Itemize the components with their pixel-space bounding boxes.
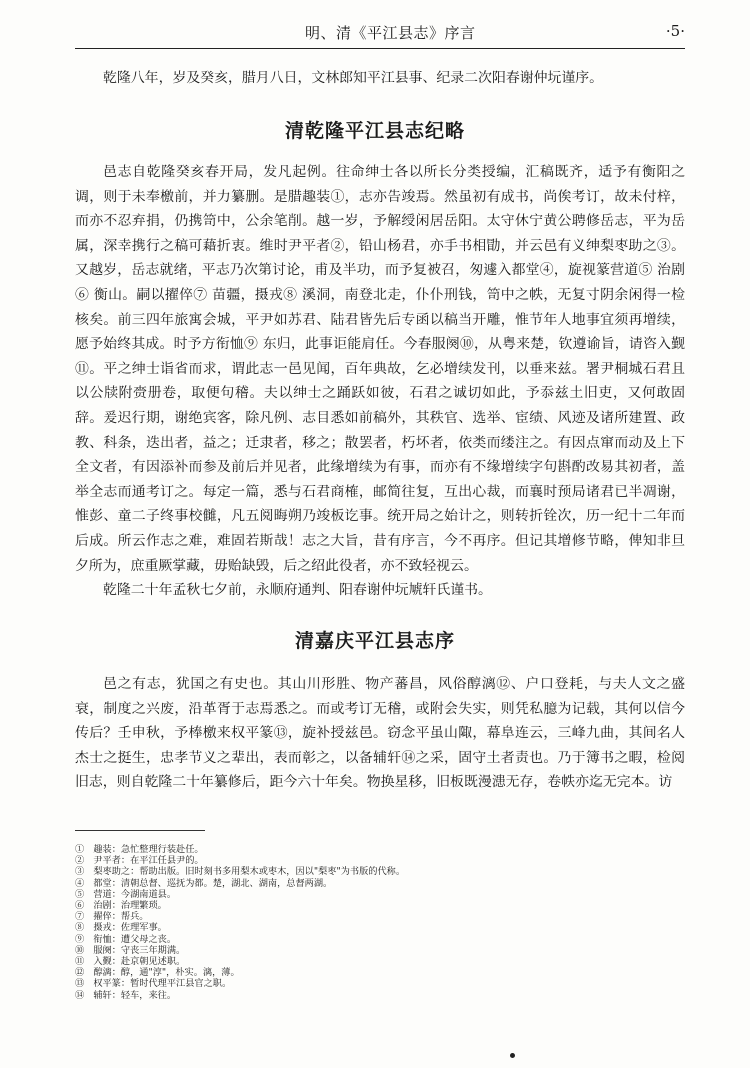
intro-signature: 乾隆八年，岁及癸亥，腊月八日，文林郎知平江县事、纪录二次阳春谢仲坃谨序。 [103, 70, 604, 86]
footnote: ⑭ 辅轩：轻车，来往。 [75, 989, 177, 1001]
footnote: ⑨ 衔恤：遭父母之丧。 [75, 933, 177, 945]
jiaqing-body: 邑之有志，犹国之有史也。其山川形胜、物产蕃昌，风俗醇漓⑫、户口登耗，与夫人文之盛衰，制度之兴废，沿革胥于志焉悉之。而或考订无稽，或附会失实，则凭私臆为记载，其何以信今传后？壬申秋，予棒檄来权平篆⑬，旋补授兹邑。窃念平虽山陬，幕阜连云，三峰九曲，其间名人杰士之挺生，忠孝节义之辈出，表而彰之，以备辅轩⑭之采，固守土者责也。乃于簿书之暇，检阅旧志，则自乾隆二十年纂修后，距今六十年矣。物换星移，旧板既漫漶无存，卷帙亦迄无完本。访 [75, 676, 685, 791]
jilue-body: 邑志自乾隆癸亥春开局，发凡起例。往命绅士各以所长分类授编，汇稿既齐，适予有衡阳之调，则于未奉檄前，并力纂删。是腊趣装①，志亦告竣焉。然虽初有成书，尚俟考订，故未付梓，而亦不忍弃捐，仍携笥中，公余笔削。越一岁，予解绶闲居岳阳。太守休宁黄公聘修岳志，平为岳属，深幸携行之稿可藉折衷。维时尹平者②，铅山杨君，亦手书相勖，并云邑有义绅梨枣助之③。又越岁，岳志就绪，平志乃次第讨论，甫及半功，而予复被召，匆遽入都堂④，旋视篆营道⑤ 治剧⑥ 衡山。嗣以擢倅⑦ 苗疆，摄戎⑧ 溪洞，南登北走，仆仆刑钱，笥中之帙，无复寸阴余闲得一检核矣。前三四年旅寓会城，平尹如苏君、陆君皆先后专函以稿当开雕，惟节年人地事宜须再增续，愿予始终其成。时予方衔恤⑨ 东归，此事讵能肩任。今春服阕⑩，从粤来楚，钦遵谕旨，请咨入觐⑪。平之绅士诣省而求，谓此志一邑见闻，百年典故，乞必增续发刊，以垂来兹。署尹桐城石君且以公牍附赍册卷，取便句稽。夫以绅士之踊跃如彼，石君之诚切如此，予忝兹土旧吏，又何敢固辞。爰迟行期，谢绝宾客，除凡例、志目悉如前稿外，其秩官、选举、宦绩、风迹及诸所建置、政教、科条，迭出者，益之；迁隶者，移之；散罢者，朽坏者，依类而缕注之。有因点窜而动及上下全文者，有因添补而参及前后并见者，此缘增续为有事，而亦有不缘增续字句斟酌改易其初者，盖举全志而通考订之。每定一篇，悉与石君商榷，邮简往复，互出心裁，而襄时预局诸君已半凋谢，惟彭、童二子终事校雠，凡五阅晦朔乃竣板讫事。统开局之始计之，则转折铨次，历一纪十二年而后成。所云作志之难，难固若斯哉！志之大旨，昔有序言，今不再序。但记其增修节略，俾知非旦夕所为，庶重厥掌藏，毋贻缺毁，后之绍此役者，亦不致轻视云。 [75, 164, 685, 574]
footnote: ① 趣装：急忙整理行装赴任。 [75, 844, 204, 855]
footnote: ② 尹平者：在平江任县尹的。 [75, 855, 204, 867]
footnote: ⑬ 权平篆：暂时代理平江县官之职。 [75, 978, 232, 990]
scan-speck [510, 1053, 515, 1058]
heading-jiaqing-preface: 清嘉庆平江县志序 [294, 630, 455, 652]
footnote: ⑩ 服阕：守丧三年期满。 [75, 944, 186, 956]
footnotes [75, 844, 685, 1001]
footnote: ⑪ 入觐：赴京朝见述职。 [75, 956, 186, 968]
heading-qianlong-jilue: 清乾隆平江县志纪略 [284, 120, 465, 142]
footnote: ⑥ 治剧：治理繁琐。 [75, 900, 167, 912]
footnote: ⑧ 摄戎：佐理军事。 [75, 922, 167, 934]
jilue-signature: 乾隆二十年孟秋七夕前，永顺府通判、阳春谢仲坃虓轩氏谨书。 [103, 582, 492, 598]
footnote: ⑫ 醇漓：醇，通"淳"，朴实。漓，薄。 [75, 967, 240, 979]
footnote: ④ 都堂：清朝总督、巡抚为都。楚，湖北、湖南，总督两湖。 [75, 877, 333, 889]
running-header [75, 18, 685, 49]
footnote: ⑦ 擢倅：帮兵。 [75, 911, 149, 923]
running-title: 明、清《平江县志》序言 [305, 24, 476, 42]
footnote: ⑤ 营道：今湖南道县。 [75, 888, 177, 900]
page-number: ·5· [665, 22, 685, 40]
footnote-divider [75, 830, 205, 831]
footnote: ③ 梨枣助之：帮助出版。旧时刻书多用梨木或枣木，因以"梨枣"为书版的代称。 [75, 866, 406, 878]
